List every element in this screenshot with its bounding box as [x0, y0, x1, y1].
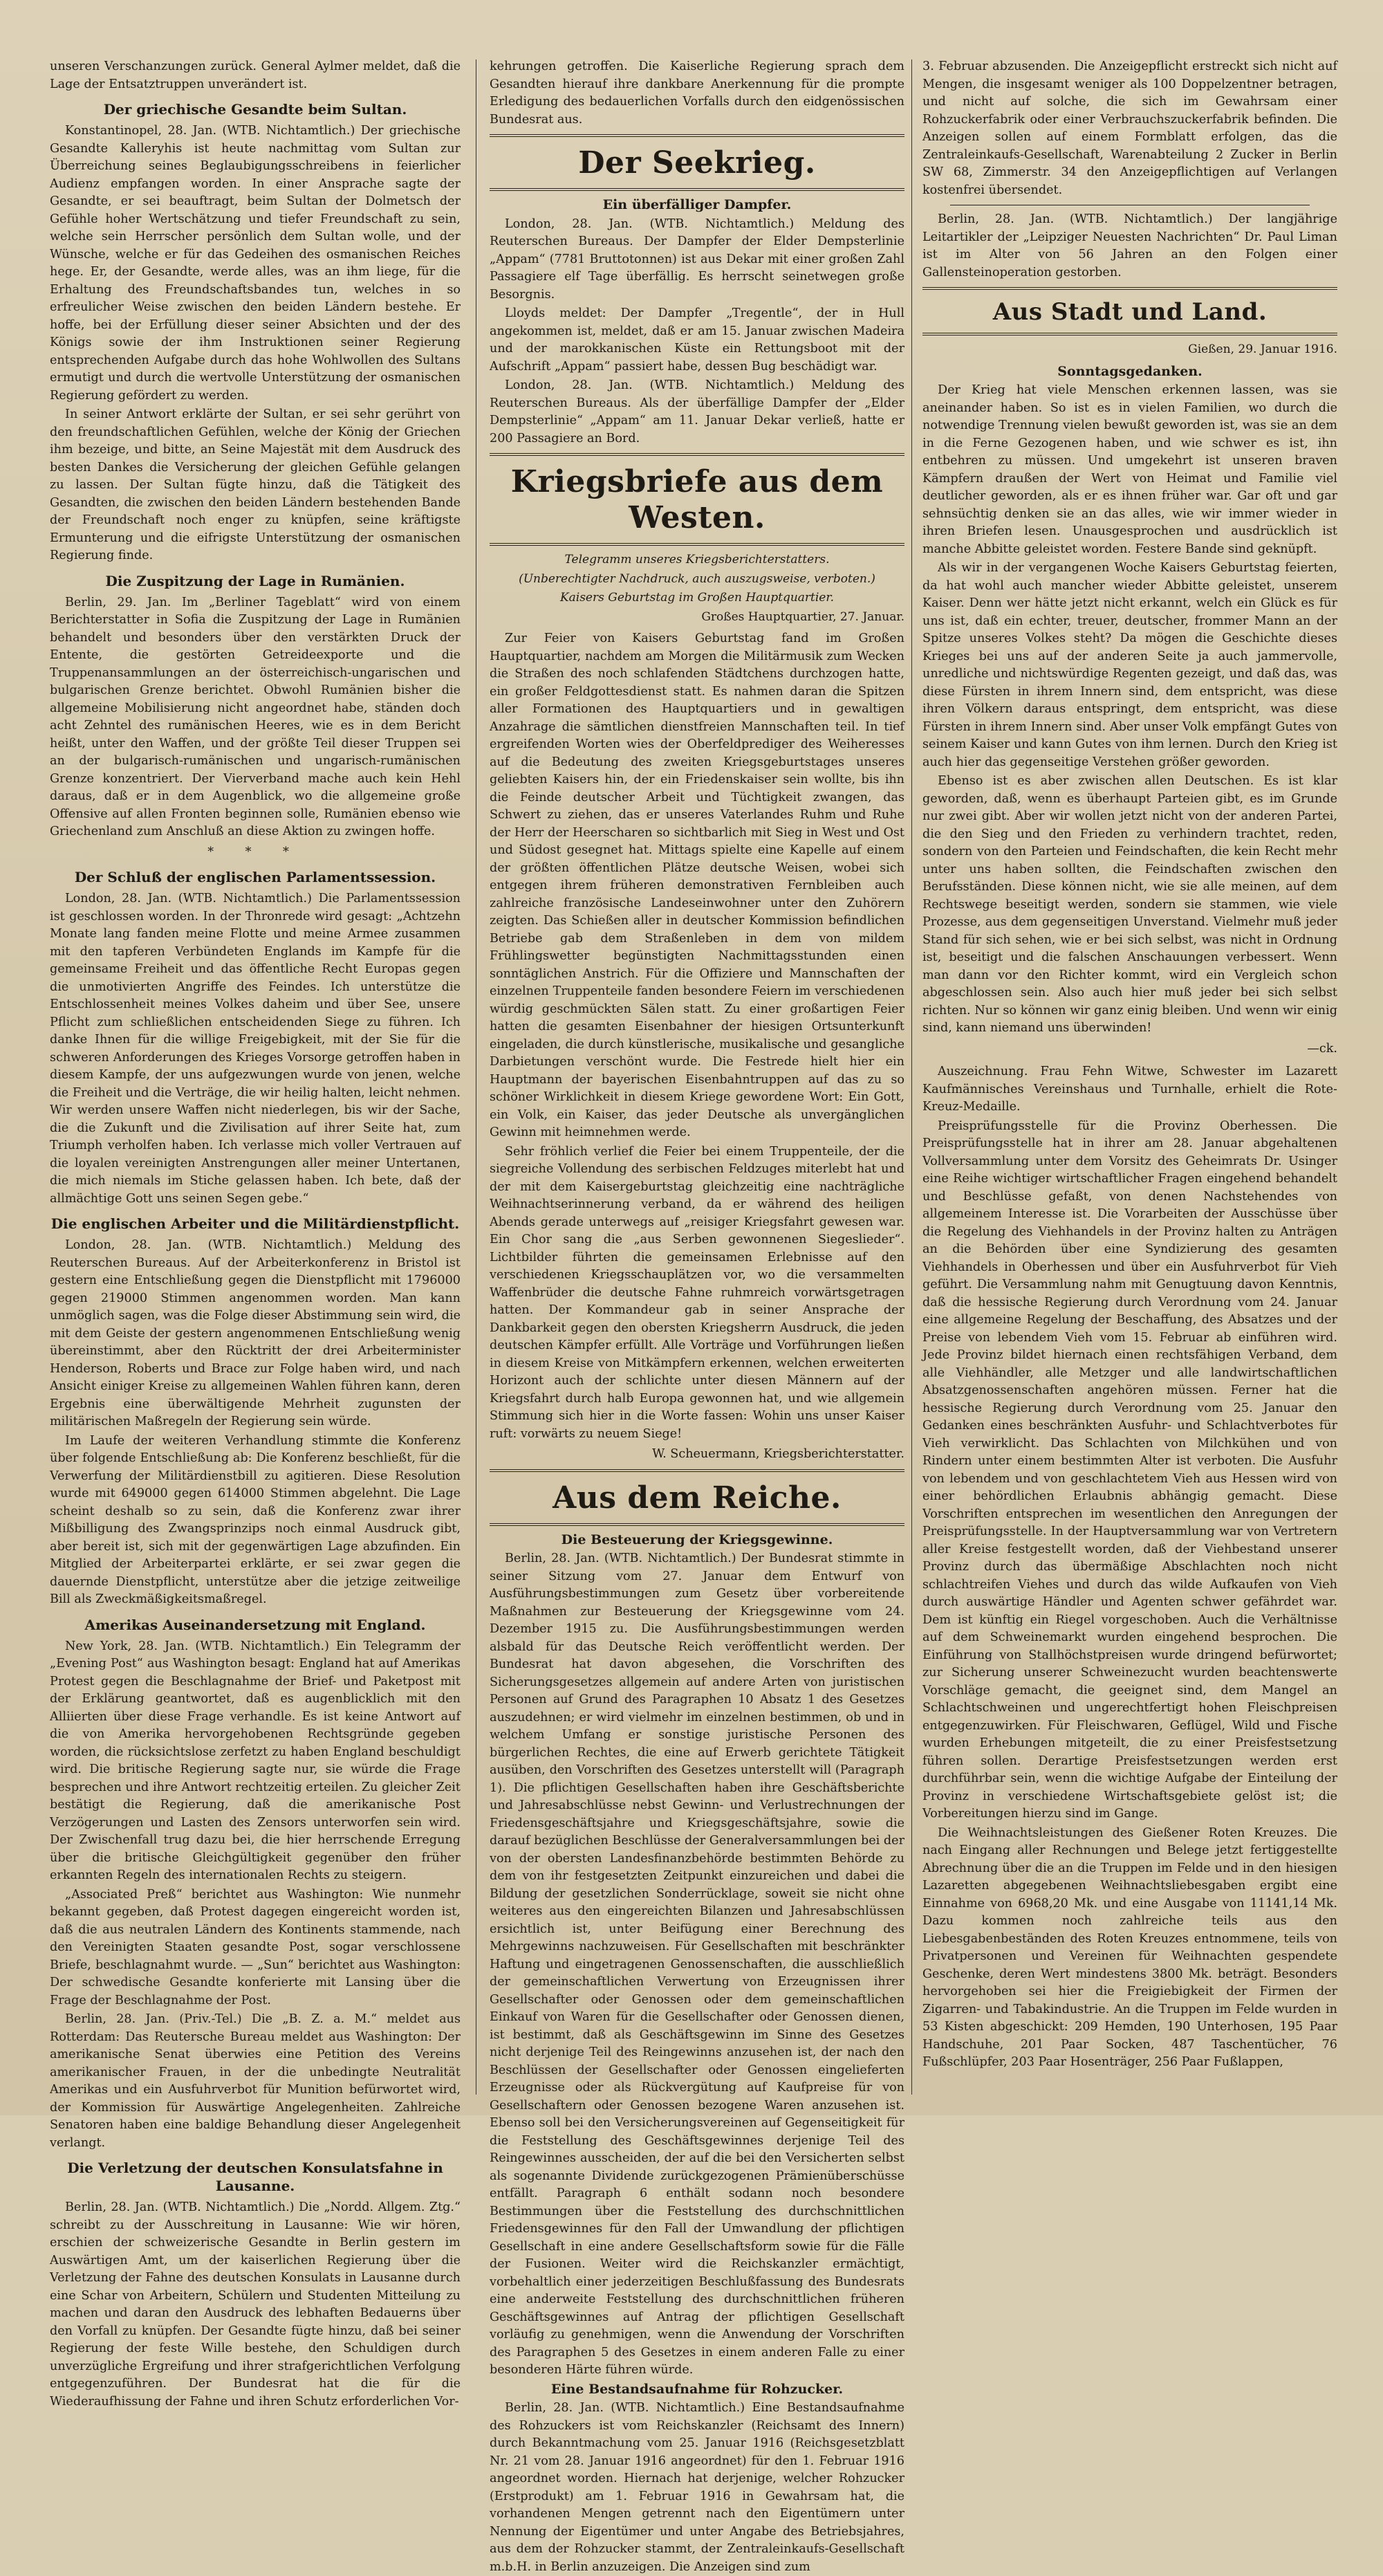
article-paragraph: London, 28. Jan. (WTB. Nichtamtlich.) Die Parlamentssession ist geschlossen worden. In der Thronrede wird gesagt: „Achtzehn Monate lang fanden meine Flotte und meine Armee zusammen mit den tapferen Verbündeten Englands im Kampfe für die gemeinsame Freiheit und das öffentliche Recht Europas gegen die unmotivierten Angriffe des Feindes. Ich unterstütze die Entschlossenheit meines Volkes daheim und über See, unsere Pflicht zum schließlichen entscheidenden Siege zu führen. Ich danke Ihnen für die willige Freigebigkeit, mit der Sie für die schweren Anforderungen des Krieges Vorsorge getroffen haben in diesem Kampfe, der uns aufgezwungen wurde von jenen, welche die Freiheit und die Verträge, die wir heilig halten, leicht nehmen. Wir werden unsere Waffen nicht niederlegen, bis wir der Sache, die die Zukunft und die Zivilisation auf ihrer Seite hat, zum Triumph verholfen haben. Ich verlasse mich voller Vertrauen auf die loyalen vereinigten Anstrengungen aller meiner Untertanen, die mich niemals im Stiche gelassen haben. Ich bete, daß der allmächtige Gott uns seinen Segen gebe.“	[50, 892, 461, 1206]
headline-amerika: Amerikas Auseinandersetzung mit England.	[84, 1616, 426, 1633]
headline-arbeiter: Die englischen Arbeiter und die Militärdienstpflicht.	[50, 1215, 460, 1232]
column-3	[922, 58, 1337, 2101]
article-continuation: unseren Verschanzungen zurück. General Aylmer meldet, daß die Lage der Entsatztruppen unverändert ist.	[50, 59, 461, 91]
column-2	[490, 58, 904, 2574]
section-title-reiche: Aus dem Reiche.	[553, 1480, 842, 1516]
copyright-note: (Unberechtigter Nachdruck, auch auszugsweise, verboten.)	[519, 571, 875, 586]
article-paragraph: New York, 28. Jan. (WTB. Nichtamtlich.) Ein Telegramm der „Evening Post“ aus Washington besagt: England hat auf Amerikas Protest gegen die Beschlagnahme der Brief- und Paketpost mit der Erklärung geantwortet, daß es augenblicklich mit den Alliierten über diese Frage verhandle. Es ist keine Antwort auf die von Amerika hervorgehobenen Rechtsgründe gegeben worden, die rücksichtslose zerfetzt zu haben England beschuldigt wird. Die britische Regierung sagte nur, sie würde die Frage besprechen und ihre Antwort rechtzeitig erteilen. Zu gleicher Zeit bestätigt die Regierung, daß die amerikanische Post Verzögerungen und Lasten des Zensors unterworfen sein wird. Der Zwischenfall trug dazu bei, die hier herrschende Erregung über die britische Gleichgültigkeit gegenüber den früher erkannten Regeln des internationalen Rechts zu steigern.	[50, 1639, 461, 1882]
headline-sultan: Der griechische Gesandte beim Sultan.	[103, 101, 407, 118]
subheadline-dampfer: Ein überfälliger Dampfer.	[602, 197, 792, 212]
article-paragraph: Berlin, 29. Jan. Im „Berliner Tageblatt“ wird von einem Berichterstatter in Sofia die Zuspitzung der Lage in Rumänien behandelt und besonders über den verstärkten Druck der Entente, die gestörten Getreideexporte und die Truppenansammlungen an der österreichisch-ungarischen und bulgarischen Grenze berichtet. Obwohl Rumänien bisher die allgemeine Mobilisierung nicht angeordnet habe, ständen doch acht Zehntel des rumänischen Heeres, wie es in dem Bericht heißt, unter den Waffen, und der größte Teil dieser Truppen sei an der bulgarisch-rumänischen und ungarisch-rumänischen Grenze konzentriert. Der Vierverband mache auch kein Hehl daraus, daß er in dem Augenblick, wo die allgemeine große Offensive auf allen Fronten beginnen solle, Rumänien ebenso wie Griechenland zum Anschluß an diese Aktion zu zwingen hoffe.	[50, 595, 461, 838]
article-paragraph: Ebenso ist es aber zwischen allen Deutschen. Es ist klar geworden, daß, wenn es überhaupt Parteien gibt, es im Grunde nur zwei gibt. Aber wir wollen jetzt nicht von der anderen Partei, die den Sieg und den Frieden zu verhindern trachtet, reden, sondern von den Parteien und Feindschaften, die kein Recht mehr unter uns haben sollten, die Feindschaften zwischen den Berufsständen. Diese können nicht, wie sie alle meinen, auf dem Rechtswege beseitigt werden, sondern sie stammen, wie viele Prozesse, aus dem gegenseitigen Unverstand. Vielmehr muß jeder Stand für sich sehen, wie er bei sich selbst, was nicht in Ordnung ist, beseitigt und die falschen Anschauungen verbessert. Wenn man dann vor den Richter kommt, wird ein Vergleich schon abgeschlossen sein. Also auch hier muß jeder bei sich selbst richten. Nur so können wir ganz einig bleiben. Und wenn wir einig sind, kann niemand uns überwinden!	[922, 774, 1337, 1035]
article-paragraph: Berlin, 28. Jan. (WTB. Nichtamtlich.) Der langjährige Leitartikler der „Leipziger Neuesten Nachrichten“ Dr. Paul Liman ist im Alter von 56 Jahren an den Folgen einer Gallensteinoperation gestorben.	[922, 212, 1337, 279]
article-paragraph: Konstantinopel, 28. Jan. (WTB. Nichtamtlich.) Der griechische Gesandte Kalleryhis ist heute nachmittag vom Sultan zur Überreichung seines Beglaubigungsschreibens in feierlicher Audienz empfangen worden. In einer Ansprache sagte der Gesandte, er sei beauftragt, beim Sultan der Dolmetsch der Gefühle hoher Wertschätzung und tiefer Freundschaft zu sein, welche sein Herrscher persönlich dem Sultan wolle, und der Wünsche, welche er für das Gedeihen des osmanischen Reiches hege. Er, der Gesandte, werde alles, was an ihm liege, für die Erhaltung des Freundschaftsbandes tun, welches in so erfreulicher Weise zwischen den beiden Ländern bestehe. Er hoffe, bei der Erfüllung dieser seiner Absichten und der des Königs sowie der ihm Instruktionen seiner Regierung entsprechenden Aufgabe durch das hohe Wohlwollen des Sultans ermutigt und durch die wertvolle Unterstützung der osmanischen Regierung gefördert zu werden.	[50, 124, 461, 403]
article-paragraph: London, 28. Jan. (WTB. Nichtamtlich.) Meldung des Reuterschen Bureaus. Als der überfällige Dampfer der „Elder Dempsterlinie“ „Appam“ am 11. Januar Dekar verließ, hatte er 200 Passagiere an Bord.	[490, 378, 904, 445]
article-paragraph: Zur Feier von Kaisers Geburtstag fand im Großen Hauptquartier, nachdem am Morgen die Militärmusik zum Wecken die Straßen des noch schlafenden Städtchens durchzogen hatte, ein großer Feldgottesdienst statt. Es nahmen daran die Spitzen aller Formationen des Hauptquartiers und in gewaltigen Anzahrage die sämtlichen dienstfreien Mannschaften teil. In tief ergreifenden Worten wies der Oberfeldprediger des Weiheresses auf die Bedeutung des zweiten Kriegsgeburtstages unseres geliebten Kaisers hin, der ein Friedenskaiser sein wollte, bis ihn die Feinde deutscher Arbeit und Tüchtigkeit zwangen, das Schwert zu ziehen, das er unseres Vaterlandes Ruhm und Ruhe der Herr der Heerscharen so sichtbarlich mit Sieg in West und Ost und Südost gesegnet hat. Mittags spielte eine Kapelle auf einem der größten öffentlichen Plätze deutsche Weisen, wobei sich entgegen ihrem früheren demonstrativen Fernbleiben auch zahlreiche französische Landeseinwohner unter den Zuhörern zeigten. Das Schießen aller in deutscher Kommission befindlichen Betriebe gab dem Straßenleben in dem von mildem Frühlingswetter begünstigten Nachmittagsstunden einen sonntäglichen Anstrich. Für die Offiziere und Mannschaften der einzelnen Truppenteile fanden besondere Feiern im verschiedenen würdig geschmückten Sälen statt. Zu einer großartigen Feier hatten die gesamten Eisenbahner der hiesigen Ortsunterkunft eingeladen, die durch künstlerische, musikalische und gesangliche Darbietungen verschönt wurde. Die Festrede hielt hier ein Hauptmann der bayerischen Eisenbahntruppen auf das zu so schöner Wirklichkeit in diesem Kriege gewordene Wort: Ein Gott, ein Volk, ein Kaiser, das jeder Deutsche als unvergänglichen Gewinn mit heimnehmen werde.	[490, 632, 904, 1139]
article-paragraph: In seiner Antwort erklärte der Sultan, er sei sehr gerührt von den freundschaftlichen Gefühlen, welche der König der Griechen ihm bezeige, und bitte, an Seine Majestät mit dem Ausdruck des besten Dankes die Versicherung der gleichen Gefühle gelangen zu lassen. Der Sultan fügte hinzu, daß die Tätigkeit des Gesandten, die zwischen den beiden Ländern bestehenden Bande der Freundschaft noch enger zu knüpfen, seine kräftigste Ermunterung und die eifrigste Unterstützung der osmanischen Regierung finde.	[50, 407, 461, 562]
article-paragraph: Berlin, 28. Jan. (WTB. Nichtamtlich.) Der Bundesrat stimmte in seiner Sitzung vom 27. Januar dem Entwurf von Ausführungsbestimmungen zum Gesetz über vorbereitende Maßnahmen zur Besteuerung der Kriegsgewinne vom 24. Dezember 1915 zu. Die Ausführungsbestimmungen werden alsbald für das Deutsche Reich veröffentlicht werden. Der Bundesrat hat davon abgesehen, die Vorschriften des Sicherungsgesetzes allgemein auf andere Arten von juristischen Personen auf Grund des Paragraphen 10 Absatz 1 des Gesetzes auszudehnen; er wird vielmehr im einzelnen bestimmen, ob und in welchem Umfang er sonstige juristische Personen des bürgerlichen Rechtes, die eine auf Erwerb gerichtete Tätigkeit ausüben, den Vorschriften des Gesetzes unterstellt will (Paragraph 1). Die pflichtigen Gesellschaften haben ihre Geschäftsberichte und Jahresabschlüsse nebst Gewinn- und Verlustrechnungen der Friedensgeschäftsjahre und Kriegsgeschäftsjahre, sowie die darauf bezüglichen Beschlüsse der Generalversammlungen bei der von der obersten Landesfinanzbehörde bestimmten Behörde zu dem von ihr festgesetzten Zeitpunkt einzureichen und dabei die Bildung der gesetzlichen Sonderrücklage, soweit sie nicht ohne weiteres aus den eingereichten Bilanzen und Jahresabschlüssen ersichtlich ist, unter Beifügung einer Berechnung des Mehrgewinns nachzuweisen. Für Gesellschaften mit beschränkter Haftung und eingetragenen Genossenschaften, die ausschließlich der gemeinschaftlichen Verwertung von Erzeugnissen ihrer Gesellschafter oder Genossen oder dem gemeinschaftlichen Einkauf von Waren für die Gesellschafter oder Genossen dienen, ist bestimmt, daß als Geschäftsgewinn im Sinne des Gesetzes nicht derjenige Teil des Reingewinns anzusehen ist, der nach den Beschlüssen der Gesellschafter oder Genossen eingelieferten Erzeugnisse oder als Rückvergütung auf Kaufpreise für von Gesellschaftern oder Genossen bezogene Waren anzusehen ist. Ebenso soll bei den Versicherungsvereinen auf Gegenseitigkeit für die Feststellung des Geschäftsgewinnes derjenige Teil des Reingewinnes ausscheiden, der auf die bei den Versicherten selbst als sogenannte Dividende zurückgezogenen Prämienüberschüsse entfällt. Paragraph 6 enthält sodann noch besondere Bestimmungen über die Feststellung des durchschnittlichen Friedensgewinnes für den Fall der Umwandlung der pflichtigen Gesellschaft in eine andere Gesellschaftsform sowie für die Fälle der Fusionen. Weiter wird die Reichskanzler ermächtigt, vorbehaltlich einer jederzeitigen Beschlußfassung des Bundesrats eine anderweite Feststellung des durchschnittlichen früheren Geschäftsgewinnes auf Antrag der pflichtigen Gesellschaft vorläufig zu genehmigen, wenn die Anwendung der Vorschriften des Paragraphen 5 des Gesetzes in einem anderen Falle zu einer besonderen Härte führen würde.	[490, 1552, 904, 2377]
article-paragraph: London, 28. Jan. (WTB. Nichtamtlich.) Meldung des Reuterschen Bureaus. Der Dampfer der Elder Dempsterlinie „Appam“ (7781 Bruttotonnen) ist aus Dekar mit einer großen Zahl Passagiere elf Tage überfällig. Es herrscht seinetwegen große Besorgnis.	[490, 217, 904, 302]
article-paragraph: Sehr fröhlich verlief die Feier bei einem Truppenteile, der die siegreiche Vollendung des serbischen Feldzuges miterlebt hat und der mit dem Kaisergeburtstag gleichzeitig eine nachträgliche Weihnachtserinnerung verband, da er während des heiligen Abends gerade unterwegs auf „reisiger Kriegsfahrt gewesen war. Ein Chor sang die „aus Serben gewonnenen Siegeslieder“. Lichtbilder führten die gemeinsamen Erlebnisse auf den verschiedenen Kriegsschauplätzen vor, wo die versammelten Waffenbrüder die deutsche Fahne ruhmreich vorwärtsgetragen hatten. Der Kommandeur gab in seiner Ansprache der Dankbarkeit gegen den obersten Kriegsherrn Ausdruck, die jeden deutschen Kämpfer erfüllt. Alle Vorträge und Vorführungen ließen in diesem Kreise von Mitkämpfern erkennen, welchen erweiterten Horizont auch der schlichte unter diesen Männern auf der Kriegsfahrt durch halb Europa gewonnen hat, und wie allgemein Stimmung sich hier in die Worte fassen: Wohin uns unser Kaiser ruft: vorwärts zu neuem Siege!	[490, 1144, 904, 1441]
section-title-kriegsbriefe: Kriegsbriefe aus dem Westen.	[510, 464, 884, 535]
headline-parlament: Der Schluß der englischen Parlamentssession.	[74, 869, 436, 885]
article-paragraph: London, 28. Jan. (WTB. Nichtamtlich.) Meldung des Reuterschen Bureaus. Auf der Arbeiterkonferenz in Bristol ist gestern eine Entschließung gegen die Dienstpflicht mit 1796000 gegen 219000 Stimmen angenommen worden. Man kann unmöglich sagen, was die Folge dieser Abstimmung sein wird, die mit dem Geiste der gestern angenommenen Entschließung wenig übereinstimmt, aber den Rücktritt der drei Arbeiterminister Henderson, Roberts und Brace zur Folge haben wird, und nach Ansicht einiger Kreise zu allgemeinen Wahlen führen kann, deren Ergebnis eine überwältigende Mehrheit zugunsten der militärischen Maßregeln der Regierung sein würde.	[50, 1238, 461, 1428]
subheadline-kriegsgewinne: Die Besteuerung der Kriegsgewinne.	[561, 1531, 833, 1547]
article-continuation: kehrungen getroffen. Die Kaiserliche Regierung sprach dem Gesandten hierauf ihre dankbare Anerkennung für die prompte Erledigung des bedauerlichen Vorfalls durch den eidgenössischen Bundesrat aus.	[490, 59, 904, 127]
section-box-reiche	[490, 1469, 904, 1526]
headline-konsulat: Die Verletzung der deutschen Konsulatsfahne in Lausanne.	[67, 2160, 443, 2194]
local-note: Die Weihnachtsleistungen des Gießener Roten Kreuzes. Die nach Eingang aller Rechnungen und Belege jetzt fertiggestellte Abrechnung über die an die Truppen im Felde und in den hiesigen Lazaretten abgegebenen Weihnachtsliebesgaben ergibt eine Einnahme von 6968,20 Mk. und eine Ausgabe von 11141,14 Mk. Dazu kommen noch zahlreiche teils aus den Liebesgabenbeständen des Roten Kreuzes entnommene, teils von Privatpersonen und Vereinen für Weihnachten gespendete Geschenke, deren Wert mindestens 3800 Mk. beträgt. Besonders hervorgehoben sei hier die Freigiebigkeit der Firmen der Zigarren- und Tabakindustrie. An die Truppen im Felde wurden in 53 Kisten abgeschickt: 209 Hemden, 190 Unterhosen, 195 Paar Handschuhe, 201 Paar Socken, 487 Taschentücher, 76 Fußschlüpfer, 203 Paar Hosenträger, 256 Paar Fußlappen,	[922, 1825, 1337, 2069]
section-stars: * * *	[207, 845, 303, 859]
section-title-seekrieg: Der Seekrieg.	[578, 145, 816, 181]
local-note: Preisprüfungsstelle für die Provinz Oberhessen. Die Preisprüfungsstelle hat in ihrer am 28. Januar abgehaltenen Vollversammlung unter dem Vorsitz des Geheimrats Dr. Usinger eine Reihe wichtiger wirtschaftlicher Fragen eingehend behandelt und Beschlüsse gefaßt, von denen Nachstehendes von allgemeinem Interesse ist. Die Vorarbeiten der Ausschüsse über die Regelung des Viehhandels in der Provinz halten zu Anträgen an die Behörden über eine Syndizierung des gesamten Viehhandels in Oberhessen und über ein Ausfuhrverbot für Vieh geführt. Die Versammlung nahm mit Genugtuung davon Kenntnis, daß die hessische Regierung durch Verordnung vom 24. Januar eine allgemeine Regelung der Beschaffung, des Absatzes und der Preise von lebendem Vieh vom 15. Februar ab einführen wird. Jede Provinz bildet hiernach einen rechtsfähigen Verband, dem alle Viehhändler, alle Metzger und alle landwirtschaftlichen Absatzgenossenschaften angehören müssen. Ferner hat die hessische Regierung durch Verordnung vom 25. Januar den Gedanken eines beschränkten Ausfuhr- und Schlachtverbotes für Vieh verwirklicht. Das Schlachten von Milchkühen und von Rindern unter einem bestimmten Alter ist verboten. Die Ausfuhr von lebendem und von geschlachtetem Vieh aus Hessen wird von einer behördlichen Erlaubnis abhängig gemacht. Diese Vorschriften entsprechen im wesentlichen den Anregungen der Preisprüfungsstelle. In der Hauptversammlung war von Vertretern aller Kreise festgestellt worden, daß der Viehbestand unserer Provinz durch das übermäßige Abschlachten noch nicht schlachtreifen Viehes und durch das wilde Aufkaufen von Vieh durch auswärtige Händler und Agenten schwer gefährdet war. Dem ist künftig ein Riegel vorgeschoben. Auch die Verhältnisse auf dem Schweinemarkt wurden eingehend besprochen. Die Einführung von Stallhöchstpreisen wurde dringend befürwortet; zur Sicherung unserer Schweinezucht wurden beachtenswerte Vorschläge gemacht, die geeignet sind, dem Mangel an Schlachtschweinen und ungerechtfertigt hohen Fleischpreisen entgegenzuwirken. Für Fleischwaren, Geflügel, Wild und Fische wurden Erhebungen mitgeteilt, die zu einer Preisfestsetzung führen sollen. Derartige Preisfestsetzungen werden erst durchführbar sein, wenn die wichtige Aufgabe der Einteilung der Provinz in verschiedene Wirtschaftsgebiete gelöst ist; die Vorbereitungen hierzu sind im Gange.	[922, 1119, 1337, 1821]
column-1	[50, 58, 461, 2409]
article-paragraph: „Associated Preß“ berichtet aus Washington: Wie nunmehr bekannt gegeben, daß Protest dagegen eingereicht worden ist, daß die aus neutralen Ländern des Kontinents stammende, nach den Vereinigten Staaten gesandte Post, sogar verschlossene Briefe, beschlagnahmt wurde. — „Sun“ berichtet aus Washington: Der schwedische Gesandte konferierte mit Lansing über die Frage der Beschlagnahme der Post.	[50, 1887, 461, 2007]
section-box-stadt	[922, 287, 1337, 335]
column-rule-2	[911, 59, 912, 2095]
article-paragraph: Berlin, 28. Jan. (WTB. Nichtamtlich.) Eine Bestandsaufnahme des Rohzuckers ist vom Reichskanzler (Reichsamt des Innern) durch Bekanntmachung vom 25. Januar 1916 (Reichsgesetzblatt Nr. 21 vom 28. Januar 1916 angeordnet) für den 1. Februar 1916 angeordnet worden. Hiernach hat derjenige, welcher Rohzucker (Erstprodukt) am 1. Februar 1916 in Gewahrsam hat, die vorhandenen Mengen getrennt nach den Eigentümern unter Nennung der Eigentümer und unter Angabe des Betriebsjahres, aus dem der Rohzucker stammt, der Zentraleinkaufs-Gesellschaft m.b.H. in Berlin anzuzeigen. Die Anzeigen sind zum	[490, 2401, 904, 2574]
article-paragraph: Lloyds meldet: Der Dampfer „Tregentle“, der in Hull angekommen ist, meldet, daß er am 15. Januar zwischen Madeira und der marokkanischen Küste ein Rettungsboot mit der Aufschrift „Appam“ passiert habe, dessen Bug beschädigt war.	[490, 306, 904, 374]
dateline: Gießen, 29. Januar 1916.	[1188, 342, 1337, 356]
subheadline-telegramm: Telegramm unseres Kriegsberichterstatters.	[564, 553, 830, 567]
subheadline-rohzucker: Eine Bestandsaufnahme für Rohzucker.	[550, 2381, 844, 2397]
section-title-stadt: Aus Stadt und Land.	[992, 298, 1268, 326]
subheadline-geburtstag: Kaisers Geburtstag im Großen Hauptquartier.	[559, 591, 835, 605]
author-signature: —ck.	[1307, 1041, 1337, 1056]
dateline: Großes Hauptquartier, 27. Januar.	[701, 609, 904, 624]
headline-rumaenien: Die Zuspitzung der Lage in Rumänien.	[105, 572, 405, 589]
article-paragraph: Berlin, 28. Jan. (Priv.-Tel.) Die „B. Z. a. M.“ meldet aus Rotterdam: Das Reutersche Bureau meldet aus Washington: Der amerikanische Senat überwies eine Petition des Vereins amerikanischer Frauen, in der die unbedingte Neutralität Amerikas und ein Ausfuhrverbot für Munition befürwortet wird, der Kommission für Auswärtige Angelegenheiten. Zahlreiche Senatoren haben eine baldige Behandlung dieser Angelegenheit verlangt.	[50, 2012, 461, 2150]
local-note: Auszeichnung. Frau Fehn Witwe, Schwester im Lazarett Kaufmännisches Vereinshaus und Turnhalle, erhielt die Rote-Kreuz-Medaille.	[922, 1065, 1337, 1114]
article-paragraph: Berlin, 28. Jan. (WTB. Nichtamtlich.) Die „Nordd. Allgem. Ztg.“ schreibt zu der Ausschreitung in Lausanne: Wie wir hören, erschien der schweizerische Gesandte in Berlin gestern im Auswärtigen Amt, um der kaiserlichen Regierung über die Verletzung der Fahne des deutschen Konsulats in Lausanne durch eine Schar von Arbeitern, Schülern und Studenten Mitteilung zu machen und daran den Ausdruck des lebhaften Bedauerns über den Vorfall zu knüpfen. Der Gesandte fügte hinzu, daß bei seiner Regierung der feste Wille bestehe, den Schuldigen durch unverzügliche Ergreifung und ihrer strafgerichtlichen Verfolgung entgegenzuführen. Der Bundesrat hat die für die Wiederaufhissung der Fahne und ihren Schutz erforderlichen Vor-	[50, 2200, 461, 2409]
author-signature: W. Scheuermann, Kriegsberichterstatter.	[652, 1447, 904, 1461]
article-paragraph: Als wir in der vergangenen Woche Kaisers Geburtstag feierten, da hat wohl auch mancher wieder Abbitte geleistet, unserem Kaiser. Denn wer hätte jetzt nicht erkannt, welch ein Glück es für uns ist, daß ein echter, treuer, deutscher, frommer Mann an der Spitze unseres Volkes steht? Da mögen die Geschichte dieses Krieges bei uns auf der anderen Seite ja auch jammervolle, unredliche und nichtswürdige Regenten gezeigt, und daß das, was diese Fürsten in ihrem Innern sind, dem entspricht, was diese ihren Völkern daraus entspringt, dem entspricht, was diese Fürsten in ihrem Innern sind. Aber unser Volk empfängt Gutes von seinem Kaiser und kann Gutes von ihm lernen. Durch den Krieg ist auch hier das gegenseitige Verstehen größer geworden.	[922, 561, 1337, 769]
article-continuation: 3. Februar abzusenden. Die Anzeigepflicht erstreckt sich nicht auf Mengen, die insgesamt weniger als 100 Doppelzentner betragen, und nicht auf solche, die sich im Gewahrsam einer Rohzuckerfabrik oder einer Verbrauchszuckerfabrik befinden. Die Anzeigen sollen auf einem Formblatt erfolgen, das die Zentraleinkaufs-Gesellschaft, Warenabteilung 2 Zucker in Berlin SW 68, Zimmerstr. 34 den Anzeigepflichtigen auf Verlangen kostenfrei übersendet.	[922, 59, 1337, 197]
article-paragraph: Der Krieg hat viele Menschen erkennen lassen, was sie aneinander haben. So ist es in vielen Familien, wo durch die notwendige Trennung vielen bewußt geworden ist, was sie an dem in die Ferne Gezogenen haben, und wie schwer es ist, ihn entbehren zu müssen. Und umgekehrt ist unseren braven Kämpfern draußen der Wert von Heimat und Familie viel deutlicher geworden, als er es ihnen früher war. Gar oft und gar sehnsüchtig denken sie an das alles, wie wir immer wieder in ihren Briefen lesen. Unausgesprochen und ausdrücklich ist manche Abbitte geleistet worden. Festere Bande sind geknüpft.	[922, 383, 1337, 556]
section-box-kriegsbriefe	[490, 453, 904, 546]
article-paragraph: Im Laufe der weiteren Verhandlung stimmte die Konferenz über folgende Entschließung ab: Die Konferenz beschließt, für die Verwerfung der Militärdienstbill zu agitieren. Diese Resolution wurde mit 649000 gegen 614000 Stimmen abgelehnt. Die Lage scheint deshalb so zu sein, daß die Konferenz zwar ihrer Mißbilligung des Zwangsprinzips noch einmal Ausdruck gibt, aber bereit ist, sich mit der gegenwärtigen Lage abzufinden. Ein Mitglied der Arbeiterpartei erklärte, er sei zwar gegen die dauernde Dienstpflicht, unterstütze aber die jetzige zeitweilige Bill als Zweckmäßigkeitsmaßregel.	[50, 1433, 461, 1606]
section-box-seekrieg	[490, 134, 904, 191]
subheadline-sonntagsgedanken: Sonntagsgedanken.	[1057, 363, 1203, 379]
